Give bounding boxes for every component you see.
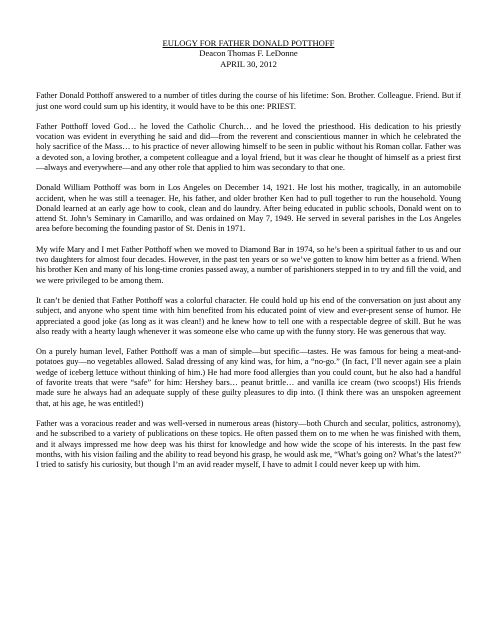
document-author: Deacon Thomas F. LeDonne bbox=[199, 48, 298, 59]
document-date: APRIL 30, 2012 bbox=[220, 58, 277, 69]
paragraph: Father Donald Potthoff answered to a number of titles during the course of his lifetime: Son. Brother. Colleague. Friend. But if just one word could sum up his identity, it would have to be this one: PRIEST. bbox=[36, 91, 461, 111]
document-title: EULOGY FOR FATHER DONALD POTTHOFF bbox=[162, 38, 335, 48]
paragraph: Father Potthoff loved God… he loved the Catholic Church… and he loved the priesthood. His dedication to his priestly vocation was evident in everything he said and did—from the reverent and conscientious manner in which he celebrated the holy sacrifice of the Mass… to his practice of never allowing himself to be seen in public without his Roman collar. Father was a devoted son, a loving brother, a competent colleague and a loyal friend, but it was clear he thought of himself as a priest first—always and everywhere—and any other role that applied to him was secondary to that one. bbox=[36, 121, 461, 172]
paragraph: Father was a voracious reader and was well-versed in numerous areas (history—both Church and secular, politics, astronomy), and he subscribed to a variety of publications on these topics. He often passed them on to me when he was finished with them, and it always impressed me how deep was his thirst for knowledge and how wide the scope of his interests. In the past few months, with his vision failing and the ability to read beyond his grasp, he would ask me, “What’s going on? What’s the latest?” I tried to satisfy his curiosity, but though I’m an avid reader myself, I have to admit I could never keep up with him. bbox=[36, 418, 461, 470]
document-body bbox=[36, 91, 461, 470]
document-page bbox=[36, 38, 461, 470]
paragraph: My wife Mary and I met Father Potthoff when we moved to Diamond Bar in 1974, so he’s been a spiritual father to us and our two daughters for almost four decades. However, in the past ten years or so we’ve gotten to know him better as a friend. When his brother Ken and many of his long-time cronies passed away, a number of parishioners stepped in to try and fill the void, and we were privileged to be among them. bbox=[36, 244, 461, 285]
paragraph: On a purely human level, Father Potthoff was a man of simple—but specific—tastes. He was famous for being a meat-and-potatoes guy—no vegetables allowed. Salad dressing of any kind was, for him, a “no-go.” (In fact, I’ll never again see a plain wedge of iceberg lettuce without thinking of him.) He had more food allergies than you could count, but he also had a handful of favorite treats that were “safe” for him: Hershey bars… peanut brittle… and vanilla ice cream (two scoops!) His friends made sure he always had an adequate supply of these guilty pleasures to dip into. (I think there was an unspoken agreement that, at his age, he was entitled!) bbox=[36, 347, 461, 408]
document-header bbox=[36, 38, 461, 69]
paragraph: Donald William Potthoff was born in Los Angeles on December 14, 1921. He lost his mother, tragically, in an automobile accident, when he was still a teenager. He, his father, and older brother Ken had to pull together to run the household. Young Donald learned at an early age how to cook, clean and do laundry. After being educated in public schools, Donald went on to attend St. John’s Seminary in Camarillo, and was ordained on May 7, 1949. He served in several parishes in the Los Angeles area before becoming the founding pastor of St. Denis in 1971. bbox=[36, 183, 461, 234]
paragraph: It can’t be denied that Father Potthoff was a colorful character. He could hold up his end of the conversation on just about any subject, and anyone who spent time with him benefited from his educated point of view and ever-present sense of humor. He appreciated a good joke (as long as it was clean!) and he knew how to tell one with a respectable degree of skill. But he was also ready with a hearty laugh whenever it was someone else who came up with the funny story. He was generous that way. bbox=[36, 295, 461, 336]
